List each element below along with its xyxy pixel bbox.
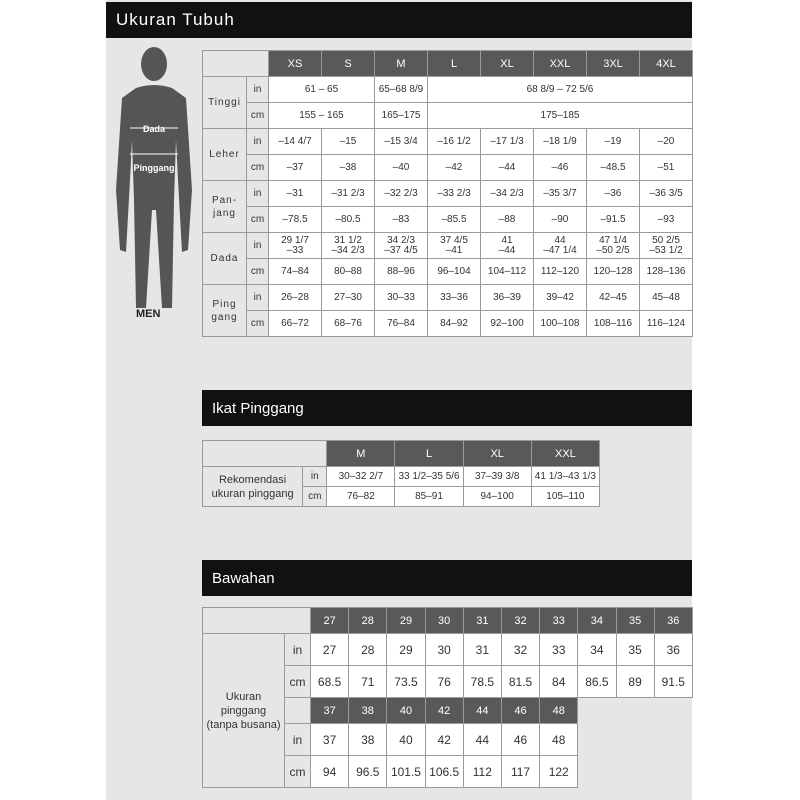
size-header: S bbox=[322, 51, 375, 77]
table-cell: 40 bbox=[387, 724, 425, 756]
table-cell: 38 bbox=[349, 724, 387, 756]
table-cell: –46 bbox=[534, 155, 587, 181]
row-label-ukuran-pinggang: Ukuran pinggang (tanpa busana) bbox=[203, 634, 285, 788]
size-header: 33 bbox=[540, 608, 578, 634]
table-cell: –85.5 bbox=[428, 207, 481, 233]
size-header: XL bbox=[463, 441, 531, 467]
table-cell: 44 bbox=[463, 724, 501, 756]
table-cell: –20 bbox=[640, 129, 693, 155]
size-header: M bbox=[375, 51, 428, 77]
table-cell: 122 bbox=[540, 756, 578, 788]
table-cell: 27 bbox=[311, 634, 349, 666]
table-cell: 32 bbox=[501, 634, 539, 666]
figure-chest-label: Dada bbox=[142, 124, 166, 134]
size-header: 29 bbox=[387, 608, 425, 634]
unit-cm: cm bbox=[247, 207, 269, 233]
table-cell: 165–175 bbox=[375, 103, 428, 129]
table-cell: 68–76 bbox=[322, 311, 375, 337]
row-label-rekomendasi: Rekomendasi ukuran pinggang bbox=[203, 467, 303, 507]
table-cell: 47 1/4 –50 2/5 bbox=[587, 233, 640, 259]
table-cell: 65–68 8/9 bbox=[375, 77, 428, 103]
table-cell: 27–30 bbox=[322, 285, 375, 311]
table-cell: 35 bbox=[616, 634, 654, 666]
table-cell: –15 bbox=[322, 129, 375, 155]
table-cell: 26–28 bbox=[269, 285, 322, 311]
table-cell: 112–120 bbox=[534, 259, 587, 285]
table-cell: 33 bbox=[540, 634, 578, 666]
size-header: 48 bbox=[540, 698, 578, 724]
table-cell: –80.5 bbox=[322, 207, 375, 233]
size-chart-sheet bbox=[106, 0, 692, 800]
unit-cm: cm bbox=[247, 311, 269, 337]
table-cell: 86.5 bbox=[578, 666, 616, 698]
size-header: XL bbox=[481, 51, 534, 77]
table-cell: 106.5 bbox=[425, 756, 463, 788]
ikat-pinggang-title: Ikat Pinggang bbox=[202, 390, 692, 426]
ukuran-tubuh-title: Ukuran Tubuh bbox=[106, 2, 692, 38]
size-header: L bbox=[428, 51, 481, 77]
table-cell: 74–84 bbox=[269, 259, 322, 285]
size-header: 46 bbox=[501, 698, 539, 724]
table-cell: 85–91 bbox=[395, 487, 463, 507]
size-header: 34 bbox=[578, 608, 616, 634]
table-cell: 96–104 bbox=[428, 259, 481, 285]
table-cell: –33 2/3 bbox=[428, 181, 481, 207]
table-cell: 66–72 bbox=[269, 311, 322, 337]
size-header: 31 bbox=[463, 608, 501, 634]
table-cell: –83 bbox=[375, 207, 428, 233]
size-header: 42 bbox=[425, 698, 463, 724]
table-cell: 45–48 bbox=[640, 285, 693, 311]
table-cell: 34 2/3 –37 4/5 bbox=[375, 233, 428, 259]
table-cell: 84 bbox=[540, 666, 578, 698]
table-cell: 76–84 bbox=[375, 311, 428, 337]
table-cell: –88 bbox=[481, 207, 534, 233]
figure-waist-label: Pinggang bbox=[133, 163, 175, 173]
table-cell: –36 bbox=[587, 181, 640, 207]
table-cell: –40 bbox=[375, 155, 428, 181]
table-cell: 41 1/3–43 1/3 bbox=[531, 467, 599, 487]
table-cell: 31 1/2 –34 2/3 bbox=[322, 233, 375, 259]
table-cell: 105–110 bbox=[531, 487, 599, 507]
table-cell: 94 bbox=[311, 756, 349, 788]
table-cell: –15 3/4 bbox=[375, 129, 428, 155]
table-cell: 80–88 bbox=[322, 259, 375, 285]
table-cell: 68.5 bbox=[311, 666, 349, 698]
table-cell: 48 bbox=[540, 724, 578, 756]
table-cell: –31 bbox=[269, 181, 322, 207]
table-cell: –42 bbox=[428, 155, 481, 181]
table-cell: 120–128 bbox=[587, 259, 640, 285]
size-header: 37 bbox=[311, 698, 349, 724]
table-cell: 104–112 bbox=[481, 259, 534, 285]
table-cell: 155 – 165 bbox=[269, 103, 375, 129]
table-cell: 29 bbox=[387, 634, 425, 666]
table-cell: –17 1/3 bbox=[481, 129, 534, 155]
table-cell: 42 bbox=[425, 724, 463, 756]
table-cell: 37–39 3/8 bbox=[463, 467, 531, 487]
table-cell: 46 bbox=[501, 724, 539, 756]
table-cell: 91.5 bbox=[654, 666, 692, 698]
size-header: L bbox=[395, 441, 463, 467]
size-header: 44 bbox=[463, 698, 501, 724]
table-cell: –38 bbox=[322, 155, 375, 181]
table-cell: 92–100 bbox=[481, 311, 534, 337]
table-cell: –19 bbox=[587, 129, 640, 155]
unit-in: in bbox=[247, 77, 269, 103]
table-cell: 112 bbox=[463, 756, 501, 788]
table-cell: –91.5 bbox=[587, 207, 640, 233]
unit-in: in bbox=[285, 634, 311, 666]
table-cell: 84–92 bbox=[428, 311, 481, 337]
size-header: 30 bbox=[425, 608, 463, 634]
table-cell: 44 –47 1/4 bbox=[534, 233, 587, 259]
bawahan-table bbox=[202, 607, 693, 788]
table-cell: 28 bbox=[349, 634, 387, 666]
table-cell: –93 bbox=[640, 207, 693, 233]
table-cell: 175–185 bbox=[428, 103, 693, 129]
table-cell: 71 bbox=[349, 666, 387, 698]
unit-cm: cm bbox=[285, 666, 311, 698]
ukuran-tubuh-table bbox=[202, 50, 693, 337]
size-header: 3XL bbox=[587, 51, 640, 77]
unit-cm: cm bbox=[247, 259, 269, 285]
size-header: 28 bbox=[349, 608, 387, 634]
unit-in: in bbox=[247, 233, 269, 259]
table-cell: 50 2/5 –53 1/2 bbox=[640, 233, 693, 259]
unit-in: in bbox=[303, 467, 327, 487]
table-cell: –16 1/2 bbox=[428, 129, 481, 155]
unit-in: in bbox=[247, 181, 269, 207]
men-label: MEN bbox=[136, 308, 161, 320]
table-cell: –37 bbox=[269, 155, 322, 181]
table-cell: 88–96 bbox=[375, 259, 428, 285]
table-cell: 116–124 bbox=[640, 311, 693, 337]
size-header: M bbox=[327, 441, 395, 467]
unit-in: in bbox=[247, 285, 269, 311]
table-cell: –48.5 bbox=[587, 155, 640, 181]
table-cell: 30 bbox=[425, 634, 463, 666]
table-cell: 37 bbox=[311, 724, 349, 756]
table-cell: 41 –44 bbox=[481, 233, 534, 259]
table-cell: –18 1/9 bbox=[534, 129, 587, 155]
row-label-panjang: Pan- jang bbox=[203, 181, 247, 233]
table-cell: –14 4/7 bbox=[269, 129, 322, 155]
size-header: 35 bbox=[616, 608, 654, 634]
table-cell: –31 2/3 bbox=[322, 181, 375, 207]
size-header: 32 bbox=[501, 608, 539, 634]
table-cell: 39–42 bbox=[534, 285, 587, 311]
table-cell: 108–116 bbox=[587, 311, 640, 337]
table-cell: –34 2/3 bbox=[481, 181, 534, 207]
size-header: 40 bbox=[387, 698, 425, 724]
table-cell: 78.5 bbox=[463, 666, 501, 698]
table-cell: 42–45 bbox=[587, 285, 640, 311]
table-cell: 94–100 bbox=[463, 487, 531, 507]
men-body-figure-icon bbox=[106, 40, 202, 340]
table-cell: –35 3/7 bbox=[534, 181, 587, 207]
size-header: 27 bbox=[311, 608, 349, 634]
ikat-pinggang-table bbox=[202, 440, 600, 507]
table-cell: –78.5 bbox=[269, 207, 322, 233]
unit-in: in bbox=[285, 724, 311, 756]
table-cell: –90 bbox=[534, 207, 587, 233]
unit-cm: cm bbox=[285, 756, 311, 788]
table-cell: 61 – 65 bbox=[269, 77, 375, 103]
size-header: 36 bbox=[654, 608, 692, 634]
table-cell: –44 bbox=[481, 155, 534, 181]
size-header: 4XL bbox=[640, 51, 693, 77]
table-cell: 36–39 bbox=[481, 285, 534, 311]
table-cell: 30–33 bbox=[375, 285, 428, 311]
size-header: XXL bbox=[534, 51, 587, 77]
size-header: XXL bbox=[531, 441, 599, 467]
size-header: XS bbox=[269, 51, 322, 77]
table-cell: 29 1/7 –33 bbox=[269, 233, 322, 259]
row-label-leher: Leher bbox=[203, 129, 247, 181]
table-cell: 76–82 bbox=[327, 487, 395, 507]
unit-cm: cm bbox=[247, 103, 269, 129]
bawahan-title: Bawahan bbox=[202, 560, 692, 596]
table-cell: 101.5 bbox=[387, 756, 425, 788]
table-cell: 37 4/5 –41 bbox=[428, 233, 481, 259]
unit-cm: cm bbox=[247, 155, 269, 181]
table-cell: 73.5 bbox=[387, 666, 425, 698]
row-label-pinggang: Ping gang bbox=[203, 285, 247, 337]
row-label-dada: Dada bbox=[203, 233, 247, 285]
size-header: 38 bbox=[349, 698, 387, 724]
table-cell: 31 bbox=[463, 634, 501, 666]
table-cell: 100–108 bbox=[534, 311, 587, 337]
row-label-tinggi: Tinggi bbox=[203, 77, 247, 129]
table-cell: 96.5 bbox=[349, 756, 387, 788]
table-cell: 68 8/9 – 72 5/6 bbox=[428, 77, 693, 103]
table-cell: –51 bbox=[640, 155, 693, 181]
table-cell: 128–136 bbox=[640, 259, 693, 285]
table-cell: 34 bbox=[578, 634, 616, 666]
table-cell: –32 2/3 bbox=[375, 181, 428, 207]
unit-cm: cm bbox=[303, 487, 327, 507]
table-cell: 33–36 bbox=[428, 285, 481, 311]
table-cell: 89 bbox=[616, 666, 654, 698]
table-cell: 117 bbox=[501, 756, 539, 788]
unit-in: in bbox=[247, 129, 269, 155]
table-cell: 36 bbox=[654, 634, 692, 666]
table-cell: 33 1/2–35 5/6 bbox=[395, 467, 463, 487]
table-cell: –36 3/5 bbox=[640, 181, 693, 207]
table-cell: 81.5 bbox=[501, 666, 539, 698]
table-cell: 30–32 2/7 bbox=[327, 467, 395, 487]
table-cell: 76 bbox=[425, 666, 463, 698]
